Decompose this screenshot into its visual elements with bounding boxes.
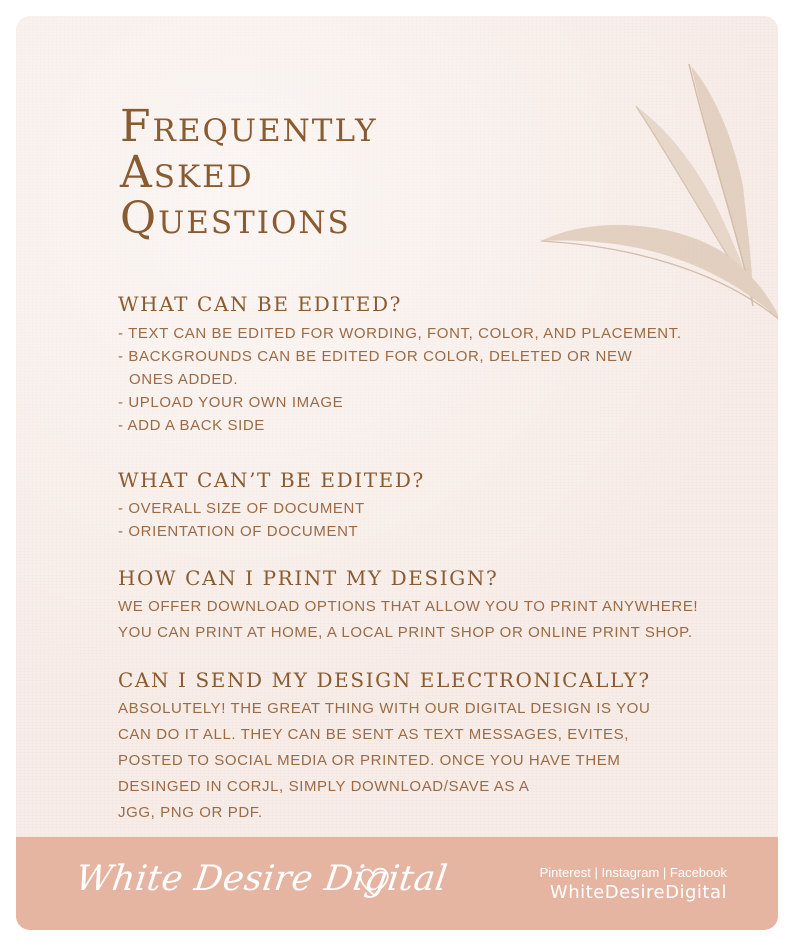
- list-item-continuation: ONES ADDED.: [129, 371, 239, 388]
- faq-section-how-to-print: [118, 565, 698, 646]
- section-heading: WHAT CAN BE EDITED?: [118, 292, 402, 316]
- paragraph-line: ABSOLUTELY! THE GREAT THING WITH OUR DIGITAL DESIGN IS YOU: [118, 700, 651, 717]
- paragraph-line: DESINGED IN CORJL, SIMPLY DOWNLOAD/SAVE AS A: [118, 778, 530, 795]
- title-line-2: Asked: [120, 147, 254, 198]
- list-item: - OVERALL SIZE OF DOCUMENT: [118, 500, 365, 517]
- list-item: - BACKGROUNDS CAN BE EDITED FOR COLOR, DELETED OR NEW: [118, 348, 633, 365]
- section-heading: HOW CAN I PRINT MY DESIGN?: [118, 566, 499, 590]
- section-heading: CAN I SEND MY DESIGN ELECTRONICALLY?: [118, 668, 651, 692]
- paragraph-line: YOU CAN PRINT AT HOME, A LOCAL PRINT SHOP OR ONLINE PRINT SHOP.: [118, 624, 693, 641]
- section-heading: WHAT CAN’T BE EDITED?: [118, 468, 425, 492]
- faq-section-what-cant-be-edited: [118, 467, 425, 543]
- social-links[interactable]: Pinterest | Instagram | Facebook: [539, 865, 727, 880]
- pampas-grass-decoration: [521, 36, 778, 326]
- faq-card: [16, 16, 778, 930]
- page-title: [120, 101, 378, 244]
- paragraph-line: CAN DO IT ALL. THEY CAN BE SENT AS TEXT MESSAGES, EVITES,: [118, 726, 630, 743]
- faq-section-what-can-be-edited: [118, 291, 682, 437]
- footer-band: [16, 837, 778, 930]
- paragraph-line: WE OFFER DOWNLOAD OPTIONS THAT ALLOW YOU TO PRINT ANYWHERE!: [118, 598, 699, 615]
- social-handle: WhiteDesireDigital: [549, 882, 727, 903]
- paragraph-line: POSTED TO SOCIAL MEDIA OR PRINTED. ONCE YOU HAVE THEM: [118, 752, 621, 769]
- title-line-1: Frequently: [120, 101, 378, 152]
- brand-logo-text: White Desire Digital: [73, 859, 450, 899]
- list-item: - TEXT CAN BE EDITED FOR WORDING, FONT, COLOR, AND PLACEMENT.: [118, 325, 682, 342]
- paragraph-line: JGG, PNG OR PDF.: [118, 804, 263, 821]
- list-item: - ORIENTATION OF DOCUMENT: [118, 523, 359, 540]
- faq-section-send-electronically: [118, 667, 651, 826]
- heart-icon: [357, 865, 391, 899]
- list-item: - UPLOAD YOUR OWN IMAGE: [118, 394, 344, 411]
- list-item: - ADD A BACK SIDE: [118, 417, 265, 434]
- title-line-3: Questions: [120, 193, 351, 244]
